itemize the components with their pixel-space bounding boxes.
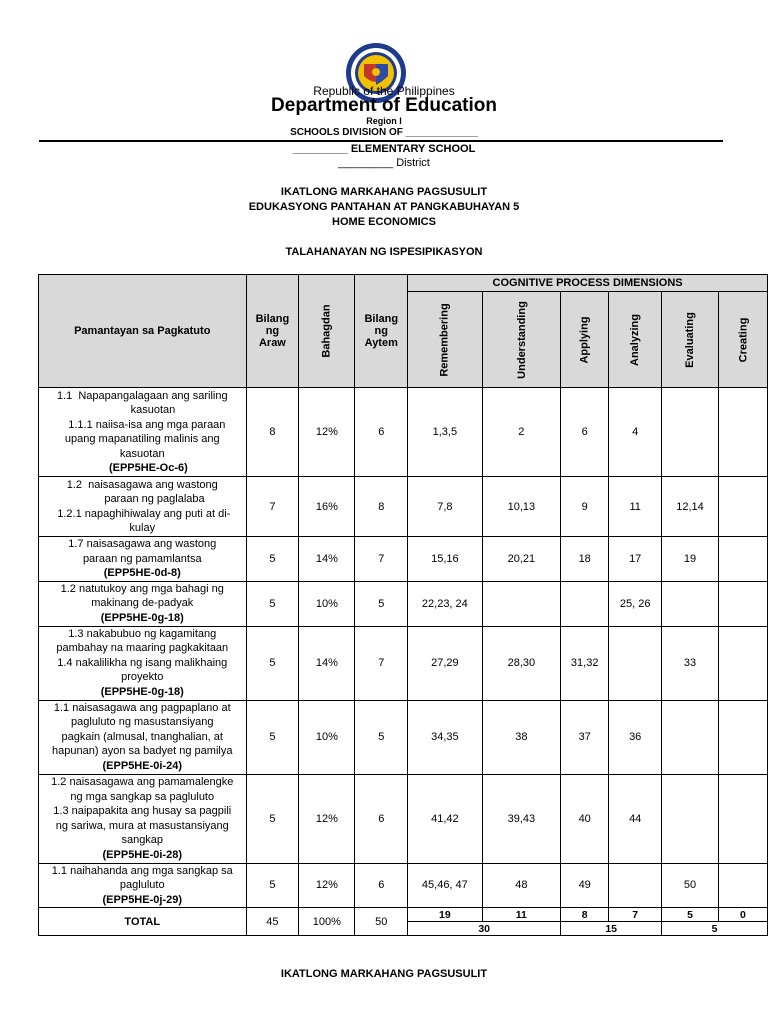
level-cell-applying: 18 xyxy=(561,537,609,582)
level-cell-remembering: 27,29 xyxy=(408,626,482,700)
table-body xyxy=(39,388,768,936)
percent-cell: 14% xyxy=(299,537,355,582)
items-cell: 7 xyxy=(355,537,408,582)
days-cell: 5 xyxy=(246,581,299,626)
competency-line: ng mga sangkap sa pagluluto xyxy=(70,790,215,803)
school-label: _________ ELEMENTARY SCHOOL xyxy=(292,143,476,155)
competency-cell xyxy=(39,700,247,774)
cognitive-header: COGNITIVE PROCESS DIMENSIONS xyxy=(408,275,768,292)
total-level-analyzing: 7 xyxy=(609,908,662,922)
items-cell: 5 xyxy=(355,700,408,774)
level-cell-understanding: 10,13 xyxy=(482,477,561,537)
competency-line: upang mapanatiling malinis ang xyxy=(64,433,220,445)
competency-line: proyekto xyxy=(121,671,164,684)
table-row xyxy=(39,863,768,908)
republic-label: Republic of the Philippines xyxy=(313,84,455,98)
competency-code: (EPP5HE-0i-24) xyxy=(102,759,182,772)
level-cell-creating xyxy=(718,774,767,863)
level-cell-creating xyxy=(718,700,767,774)
footer-title: IKATLONG MARKAHANG PAGSUSULIT xyxy=(280,968,488,980)
competency-line: paraan ng paglalaba xyxy=(79,493,205,505)
level-cell-analyzing: 25, 26 xyxy=(609,581,662,626)
competency-code: (EPP5HE-0d-8) xyxy=(103,567,181,579)
total-group: 5 xyxy=(662,922,768,936)
level-header-creating xyxy=(718,292,767,388)
table-row xyxy=(39,774,768,863)
competency-code: (EPP5HE-Oc-6) xyxy=(96,462,188,474)
level-header-remembering xyxy=(408,292,482,388)
percent-cell: 12% xyxy=(299,774,355,863)
level-cell-understanding: 48 xyxy=(482,863,561,908)
competency-line: 1.1 Napapangalagaan ang sariling xyxy=(56,389,228,402)
competency-line: 1.1.1 naiisa-isa ang mga paraan xyxy=(59,418,226,431)
percent-cell: 10% xyxy=(299,581,355,626)
items-cell: 8 xyxy=(355,477,408,537)
table-row xyxy=(39,388,768,477)
competency-line: 1.2 natutukoy ang mga bahagi ng xyxy=(60,582,224,595)
level-header-applying xyxy=(561,292,609,388)
level-header-analyzing xyxy=(609,292,662,388)
level-cell-understanding: 28,30 xyxy=(482,626,561,700)
total-level-creating: 0 xyxy=(718,908,767,922)
level-cell-understanding: 38 xyxy=(482,700,561,774)
competency-line: paraan ng pamamlantsa xyxy=(82,552,202,565)
competency-cell xyxy=(39,477,247,537)
total-level-remembering: 19 xyxy=(408,908,482,922)
competency-line: 1.7 naisasagawa ang wastong xyxy=(68,538,217,550)
competency-line: 1.2 naisasagawa ang wastong xyxy=(66,478,218,491)
level-cell-understanding xyxy=(482,581,561,626)
level-cell-creating xyxy=(718,626,767,700)
level-cell-remembering: 15,16 xyxy=(408,537,482,582)
tos-title: TALAHANAYAN NG ISPESIPIKASYON xyxy=(285,246,483,258)
component-title: HOME ECONOMICS xyxy=(332,216,436,228)
total-group: 30 xyxy=(408,922,561,936)
level-cell-evaluating: 19 xyxy=(662,537,719,582)
competency-code: (EPP5HE-0g-18) xyxy=(100,685,184,698)
competency-code: (EPP5HE-0j-29) xyxy=(102,893,182,906)
competency-cell xyxy=(39,626,247,700)
level-cell-creating xyxy=(718,388,767,477)
competency-line: 1.1 naisasagawa ang pagpaplano at xyxy=(53,701,231,714)
level-cell-remembering: 22,23, 24 xyxy=(408,581,482,626)
table-row xyxy=(39,626,768,700)
days-cell: 7 xyxy=(246,477,299,537)
items-header: Bilang ng Aytem xyxy=(355,275,408,388)
days-cell: 5 xyxy=(246,774,299,863)
total-days: 45 xyxy=(246,908,299,936)
competency-line: pagkain (almusal, tnanghalian, at xyxy=(61,730,223,743)
competency-line: ng sariwa, mura at masustansiyang xyxy=(55,819,229,832)
district-label: _________ District xyxy=(338,157,430,169)
days-cell: 5 xyxy=(246,700,299,774)
competency-line: kasuotan xyxy=(109,404,176,416)
percent-cell: 12% xyxy=(299,388,355,477)
competency-header: Pamantayan sa Pagkatuto xyxy=(39,275,247,388)
level-cell-analyzing: 36 xyxy=(609,700,662,774)
days-cell: 5 xyxy=(246,626,299,700)
level-cell-remembering: 34,35 xyxy=(408,700,482,774)
competency-cell xyxy=(39,581,247,626)
table-row xyxy=(39,581,768,626)
level-header-understanding xyxy=(482,292,561,388)
competency-cell xyxy=(39,863,247,908)
competency-line: pagluluto xyxy=(119,879,165,891)
percent-header-label: Bahagdan xyxy=(320,304,333,358)
level-cell-creating xyxy=(718,537,767,582)
level-cell-applying: 9 xyxy=(561,477,609,537)
level-cell-remembering: 45,46, 47 xyxy=(408,863,482,908)
competency-line: kulay xyxy=(129,522,156,534)
items-cell: 7 xyxy=(355,626,408,700)
level-cell-understanding: 20,21 xyxy=(482,537,561,582)
level-cell-analyzing xyxy=(609,626,662,700)
competency-code: (EPP5HE-0i-28) xyxy=(102,848,182,861)
level-cell-understanding: 39,43 xyxy=(482,774,561,863)
competency-code: (EPP5HE-0g-18) xyxy=(100,611,184,624)
items-cell: 5 xyxy=(355,581,408,626)
level-cell-evaluating xyxy=(662,700,719,774)
competency-cell xyxy=(39,388,247,477)
total-items: 50 xyxy=(355,908,408,936)
items-cell: 6 xyxy=(355,388,408,477)
competency-line: 1.4 nakalilikha ng isang malikhaing xyxy=(57,656,228,669)
level-cell-evaluating xyxy=(662,774,719,863)
table-row xyxy=(39,537,768,582)
level-header-label: Evaluating xyxy=(683,311,696,368)
total-percent: 100% xyxy=(299,908,355,936)
competency-line: makinang de-padyak xyxy=(91,597,194,610)
level-cell-applying: 40 xyxy=(561,774,609,863)
percent-cell: 14% xyxy=(299,626,355,700)
competency-line: hapunan) ayon sa badyet ng pamilya xyxy=(52,745,233,758)
level-cell-creating xyxy=(718,477,767,537)
department-title: Department of Education xyxy=(271,95,497,116)
level-header-label: Analyzing xyxy=(629,313,642,366)
level-cell-evaluating xyxy=(662,388,719,477)
level-cell-analyzing: 17 xyxy=(609,537,662,582)
total-level-applying: 8 xyxy=(561,908,609,922)
level-cell-remembering: 1,3,5 xyxy=(408,388,482,477)
total-level-evaluating: 5 xyxy=(662,908,719,922)
division-label: SCHOOLS DIVISION OF _____________ xyxy=(290,127,478,138)
level-cell-analyzing xyxy=(609,863,662,908)
table-row xyxy=(39,700,768,774)
table-row xyxy=(39,477,768,537)
competency-cell xyxy=(39,774,247,863)
level-cell-applying: 49 xyxy=(561,863,609,908)
percent-cell: 12% xyxy=(299,863,355,908)
total-level-understanding: 11 xyxy=(482,908,561,922)
percent-cell: 10% xyxy=(299,700,355,774)
exam-title: IKATLONG MARKAHANG PAGSUSULIT xyxy=(280,186,488,198)
percent-cell: 16% xyxy=(299,477,355,537)
level-cell-analyzing: 11 xyxy=(609,477,662,537)
competency-line: sangkap xyxy=(121,834,164,846)
header-divider xyxy=(39,140,723,142)
days-cell: 5 xyxy=(246,863,299,908)
level-cell-applying xyxy=(561,581,609,626)
level-cell-remembering: 7,8 xyxy=(408,477,482,537)
level-cell-evaluating: 33 xyxy=(662,626,719,700)
level-header-label: Remembering xyxy=(438,302,451,377)
competency-line: pambahay na maaring pagkakitaan xyxy=(56,642,229,655)
competency-line: 1.3 nakabubuo ng kagamitang xyxy=(68,627,217,640)
days-header: Bilang ng Araw xyxy=(246,275,299,388)
total-row xyxy=(39,908,768,922)
level-header-label: Understanding xyxy=(515,300,528,379)
competency-line: 1.1 naihahanda ang mga sangkap sa xyxy=(51,864,233,877)
level-cell-remembering: 41,42 xyxy=(408,774,482,863)
level-cell-evaluating xyxy=(662,581,719,626)
level-cell-understanding: 2 xyxy=(482,388,561,477)
days-cell: 8 xyxy=(246,388,299,477)
level-cell-creating xyxy=(718,863,767,908)
total-group: 15 xyxy=(561,922,662,936)
competency-line: 1.2 naisasagawa ang pamamalengke xyxy=(51,776,234,788)
items-cell: 6 xyxy=(355,863,408,908)
level-header-label: Creating xyxy=(736,317,749,362)
competency-line: kasuotan xyxy=(119,447,165,460)
competency-line: pagluluto ng masustansiyang xyxy=(71,716,214,729)
level-cell-evaluating: 12,14 xyxy=(662,477,719,537)
competency-line: 1.2.1 napaghihiwalay ang puti at di- xyxy=(54,507,231,520)
level-cell-analyzing: 4 xyxy=(609,388,662,477)
level-cell-evaluating: 50 xyxy=(662,863,719,908)
subject-title: EDUKASYONG PANTAHAN AT PANGKABUHAYAN 5 xyxy=(248,201,520,213)
level-header-evaluating xyxy=(662,292,719,388)
level-cell-applying: 31,32 xyxy=(561,626,609,700)
level-cell-applying: 6 xyxy=(561,388,609,477)
tos-table xyxy=(38,274,768,936)
days-cell: 5 xyxy=(246,537,299,582)
level-header-label: Applying xyxy=(578,315,591,364)
items-cell: 6 xyxy=(355,774,408,863)
percent-header xyxy=(299,275,355,388)
region-label: Region I xyxy=(366,116,402,126)
level-cell-applying: 37 xyxy=(561,700,609,774)
total-label: TOTAL xyxy=(39,908,247,936)
competency-line: 1.3 naipapakita ang husay sa pagpili xyxy=(53,805,232,817)
level-cell-creating xyxy=(718,581,767,626)
level-cell-analyzing: 44 xyxy=(609,774,662,863)
competency-cell xyxy=(39,537,247,582)
